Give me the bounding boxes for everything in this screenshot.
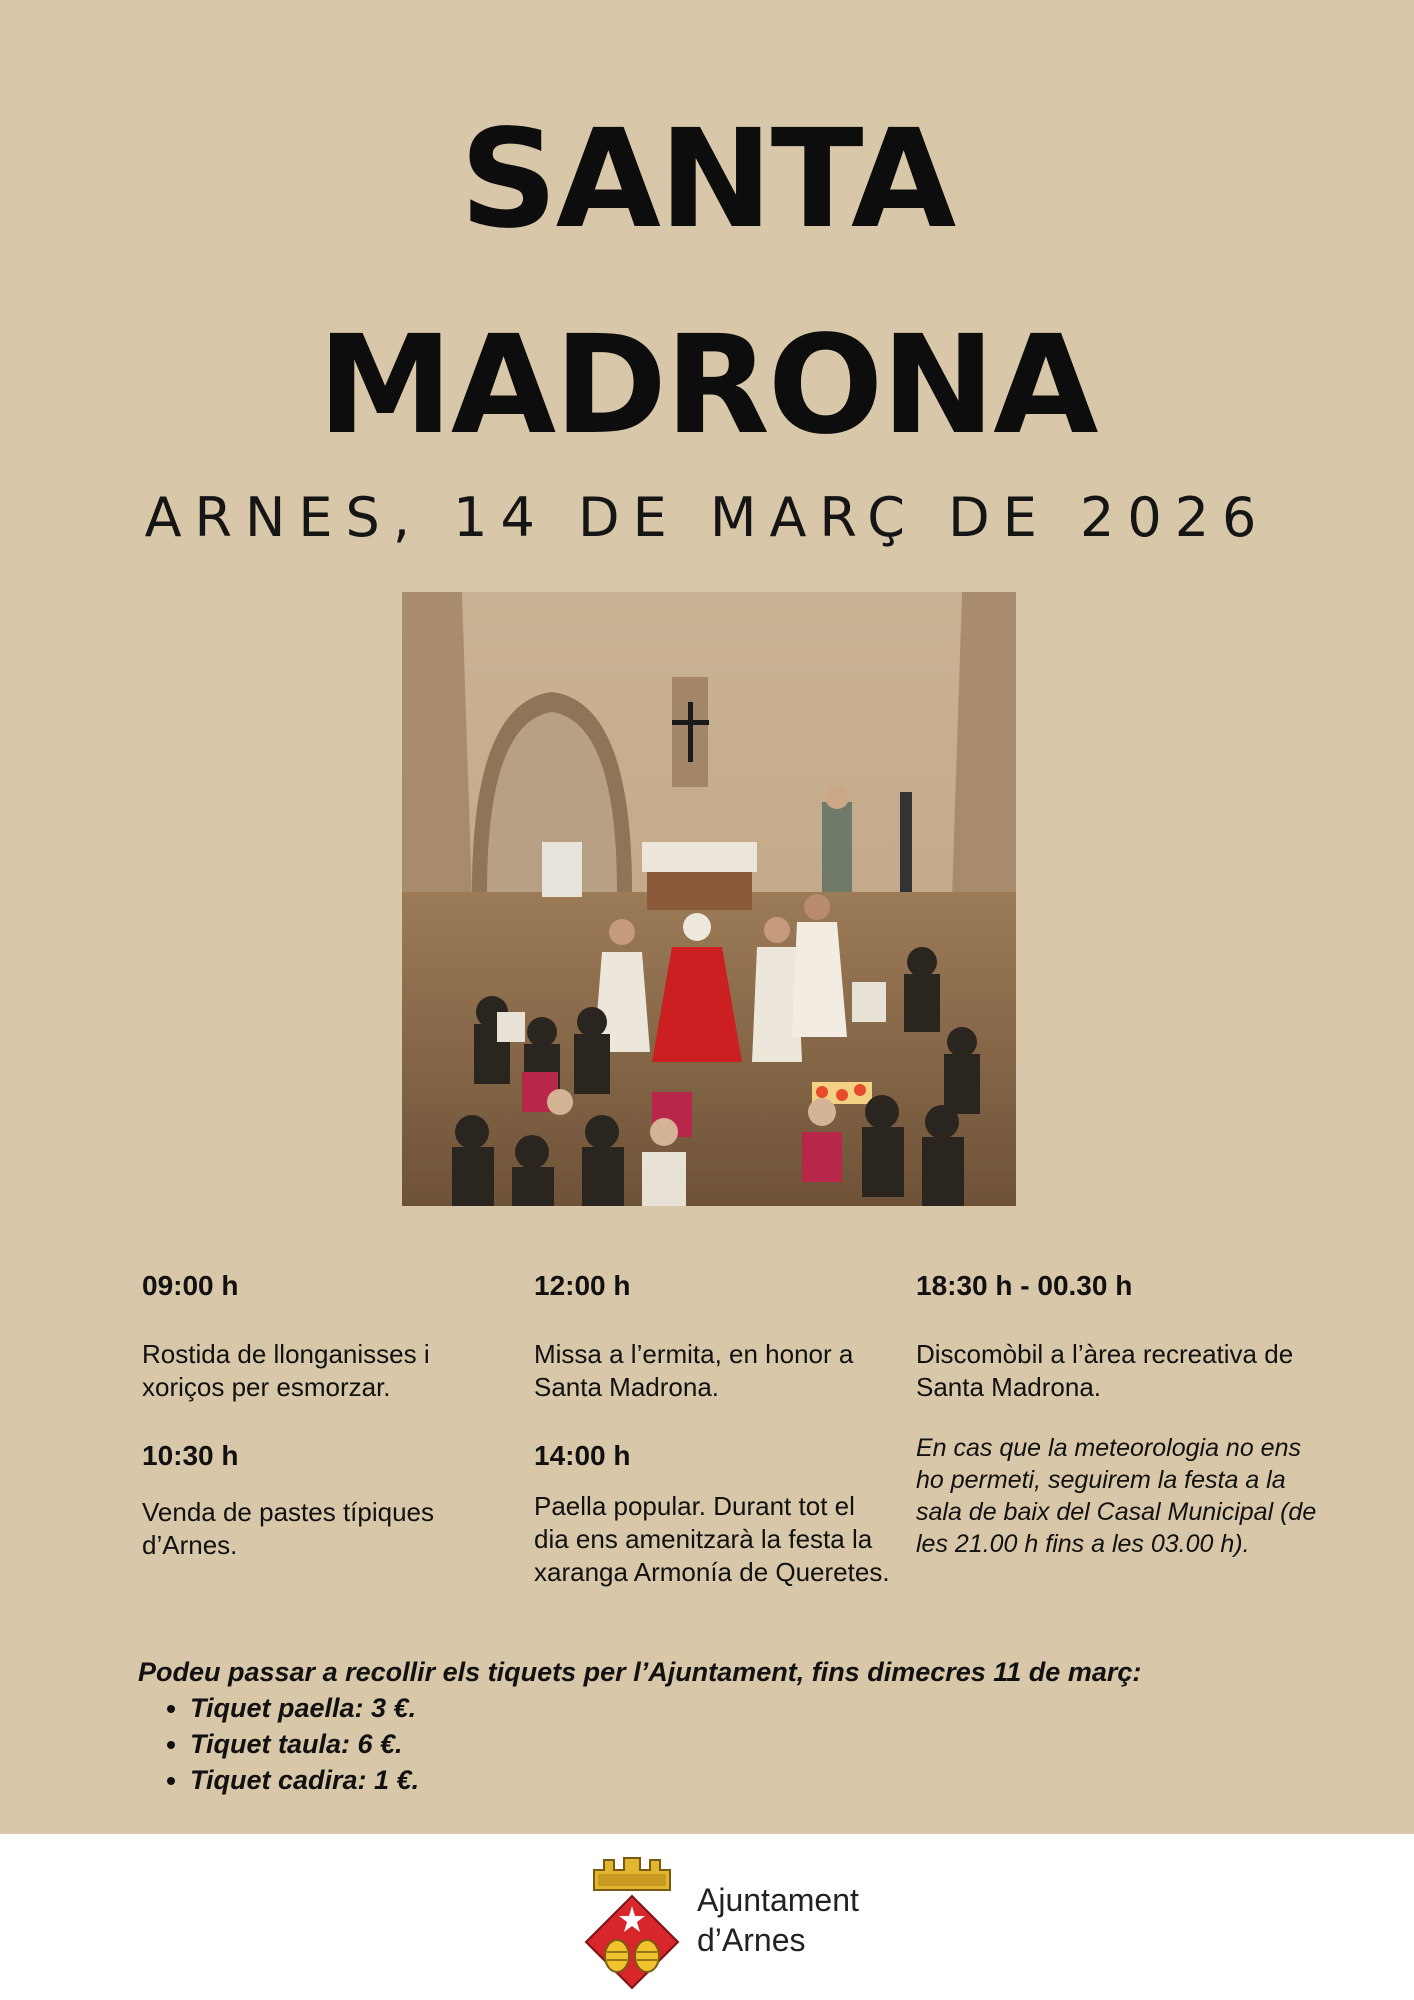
- footer: [0, 1834, 1414, 2000]
- tickets-intro: Podeu passar a recollir els tiquets per l’Ajuntament, fins dimecres 11 de març:: [138, 1657, 1142, 1687]
- ticket-item: • Tiquet taula: 6 €.: [190, 1726, 1338, 1762]
- schedule-column-1: [142, 1268, 502, 1562]
- event-time: 12:00 h: [534, 1270, 631, 1301]
- footer-line1: Ajuntament: [697, 1882, 859, 1918]
- event-time: 18:30 h - 00.30 h: [916, 1270, 1133, 1301]
- ticket-item: • Tiquet paella: 3 €.: [190, 1690, 1338, 1726]
- poster-title-line1: SANTA: [459, 101, 955, 259]
- tickets-section: [138, 1654, 1338, 1798]
- coat-of-arms-icon: [584, 1850, 680, 1995]
- schedule-column-3: [916, 1268, 1326, 1560]
- schedule-column-2: [534, 1268, 894, 1589]
- poster-subtitle: ARNES, 14 DE MARÇ DE 2026: [144, 486, 1270, 549]
- weather-note: En cas que la meteorologia no ens ho permeti, seguirem la festa a la sala de baix del Casal Municipal (de les 21.00 h fins a les 03.00 h).: [916, 1434, 1317, 1558]
- ticket-item: • Tiquet cadira: 1 €.: [190, 1762, 1338, 1798]
- event-description: Rostida de llonganisses i xoriços per esmorzar.: [142, 1339, 430, 1402]
- event-description: Paella popular. Durant tot el dia ens amenitzarà la festa la xaranga Armonía de Queretes.: [534, 1491, 890, 1587]
- poster-title-line2: MADRONA: [317, 307, 1097, 465]
- event-description: Venda de pastes típiques d’Arnes.: [142, 1497, 435, 1560]
- footer-organization: [697, 1880, 859, 1960]
- event-time: 14:00 h: [534, 1440, 631, 1471]
- event-time: 09:00 h: [142, 1270, 239, 1301]
- footer-line2: d’Arnes: [697, 1922, 806, 1958]
- tickets-list: [138, 1690, 1338, 1798]
- event-description: Discomòbil a l’àrea recreativa de Santa Madrona.: [916, 1339, 1294, 1402]
- event-description: Missa a l’ermita, en honor a Santa Madrona.: [534, 1339, 854, 1402]
- event-time: 10:30 h: [142, 1440, 239, 1471]
- chapel-photo: [402, 592, 1016, 1206]
